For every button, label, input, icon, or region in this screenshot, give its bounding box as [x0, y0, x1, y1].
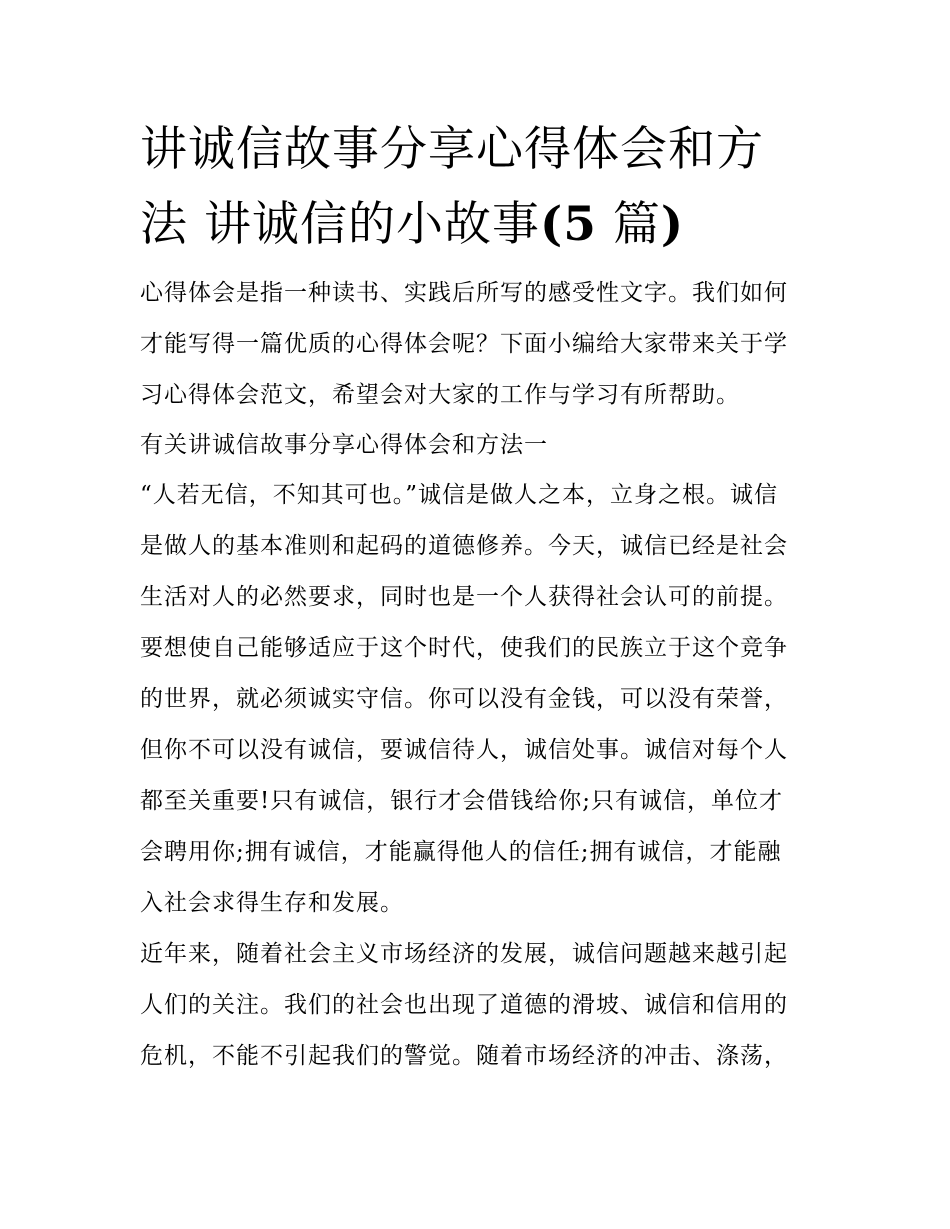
body-line: 人们的关注。我们的社会也出现了道德的滑坡、诚信和信用的 — [140, 992, 788, 1018]
section-heading: 有关讲诚信故事分享心得体会和方法一 — [140, 432, 548, 458]
body-line: 要想使自己能够适应于这个时代，使我们的民族立于这个竞争 — [140, 635, 788, 661]
title-count-open: (5 — [539, 197, 597, 252]
intro-line: 才能写得一篇优质的心得体会呢？下面小编给大家带来关于学 — [140, 331, 788, 357]
body-line: 是做人的基本准则和起码的道德修养。今天，诚信已经是社会 — [140, 533, 788, 559]
title-count-unit: 篇 — [596, 197, 661, 252]
title-line-2 — [140, 197, 684, 252]
title-count-close: ) — [660, 197, 685, 252]
document-title — [140, 112, 812, 262]
document-content — [140, 112, 812, 1082]
body-line: 危机，不能不引起我们的警觉。随着市场经济的冲击、涤荡， — [140, 1043, 788, 1069]
body-paragraph-1 — [140, 470, 812, 929]
body-line: 入社会求得生存和发展。 — [140, 890, 404, 916]
intro-line: 习心得体会范文，希望会对大家的工作与学习有所帮助。 — [140, 382, 740, 408]
body-line: 会聘用你;拥有诚信，才能赢得他人的信任;拥有诚信，才能融 — [140, 839, 782, 865]
body-line: 生活对人的必然要求，同时也是一个人获得社会认可的前提。 — [140, 584, 788, 610]
title-line-2-text: 法 讲诚信的小故事 — [140, 197, 540, 252]
intro-line: 心得体会是指一种读书、实践后所写的感受性文字。我们如何 — [140, 280, 788, 306]
body-line: 的世界，就必须诚实守信。你可以没有金钱，可以没有荣誉， — [140, 686, 788, 712]
body-line: 但你不可以没有诚信，要诚信待人，诚信处事。诚信对每个人 — [140, 737, 788, 763]
body-line: 近年来，随着社会主义市场经济的发展，诚信问题越来越引起 — [140, 941, 788, 967]
intro-paragraph — [140, 268, 812, 421]
body-line: “人若无信，不知其可也。”诚信是做人之本，立身之根。诚信 — [140, 482, 779, 508]
body-paragraph-2 — [140, 929, 812, 1082]
title-line-1: 讲诚信故事分享心得体会和方 — [140, 122, 764, 177]
body-line: 都至关重要!只有诚信，银行才会借钱给你;只有诚信，单位才 — [140, 788, 783, 814]
